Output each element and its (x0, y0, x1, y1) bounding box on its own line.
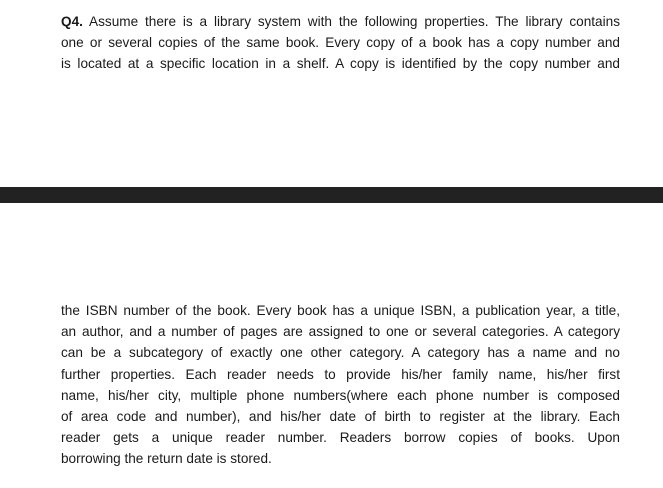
text-line: reader gets a unique reader number. Readers borrow copies of books. Upon (61, 430, 620, 446)
text-line: further properties. Each reader needs to provide his/her family name, his/her first (61, 366, 620, 382)
text-line: name, his/her city, multiple phone numbers(where each phone number is composed (61, 387, 620, 403)
text-line: borrowing the return date is stored. (61, 451, 272, 467)
text-line (61, 11, 620, 32)
question-text-top (61, 11, 620, 75)
text-line: is located at a specific location in a shelf. A copy is identified by the copy number and (61, 56, 620, 72)
text-line: the ISBN number of the book. Every book has a unique ISBN, a publication year, a title, (61, 303, 620, 318)
text-line: of area code and number), and his/her date of birth to register at the library. Each (61, 409, 620, 425)
text-line: an author, and a number of pages are assigned to one or several categories. A category (61, 324, 620, 340)
question-text-bottom (61, 300, 620, 470)
text-line: can be a subcategory of exactly one other category. A category has a name and no (61, 345, 620, 361)
text-line: one or several copies of the same book. Every copy of a book has a copy number and (61, 35, 620, 51)
page-divider (0, 187, 663, 203)
question-label: Q4. (61, 14, 83, 29)
text-line-content: Assume there is a library system with the following properties. The library contains (89, 14, 620, 29)
